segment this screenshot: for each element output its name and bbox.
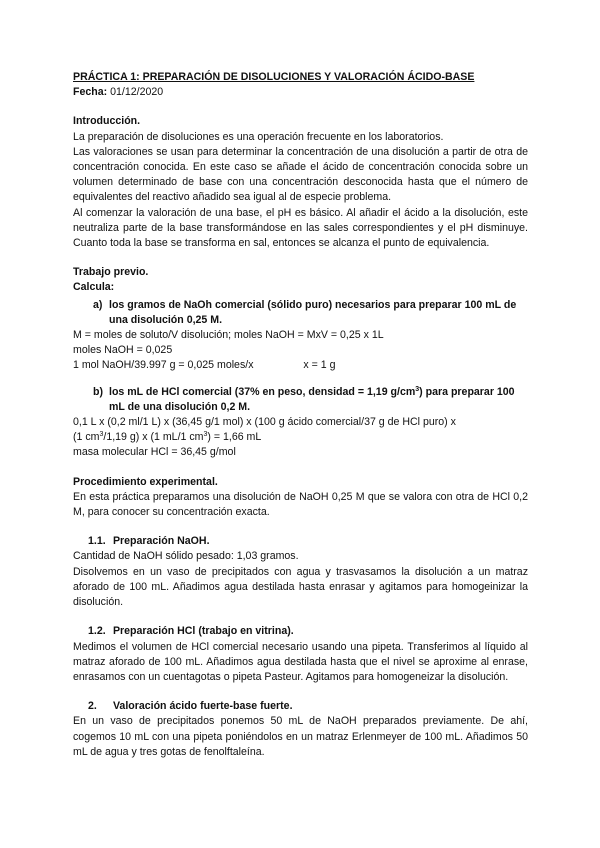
section-2-paragraph: En un vaso de precipitados ponemos 50 mL de NaOH preparados previamente. De ahí, cogemos 10 mL con una pipeta poniéndolos en un matraz Erlenmeyer de 100 mL. Añadimos 50 mL de agua y tres gotas de fenolftaleína.: [73, 715, 528, 758]
calcula-label: Calcula:: [73, 281, 115, 294]
date-value: 01/12/2020: [110, 86, 164, 99]
section-1-2-title: Preparación HCl (trabajo en vitrina).: [112, 625, 294, 638]
item-b: [73, 385, 528, 415]
section-1-2-number: 1.2.: [88, 625, 106, 638]
section-2-title: Valoración ácido fuerte-base fuerte.: [112, 700, 293, 713]
procedimiento-intro: En esta práctica preparamos una disolución de NaOH 0,25 M que se valora con otra de HCl 0,2 M, para conocer su concentración exacta.: [73, 490, 528, 519]
section-1-1-number: 1.1.: [88, 535, 106, 548]
calc-a-line-3-result: x = 1 g: [303, 359, 336, 372]
section-1-1-paragraph: Disolvemos en un vaso de precipitados con agua y trasvasamos la disolución a un matraz aforado de 100 mL. Añadimos agua destilada hasta enrasar y agitamos para homogeinizar la disolución.: [73, 565, 528, 609]
intro-heading: Introducción.: [73, 115, 141, 128]
calc-b-line-3: masa molecular HCl = 36,45 g/mol: [73, 446, 236, 459]
calc-b-line-1: 0,1 L x (0,2 ml/1 L) x (36,45 g/1 mol) x (100 g ácido comercial/37 g de HCl puro) x: [73, 416, 456, 429]
section-1-2-paragraph: Medimos el volumen de HCl comercial necesario usando una pipeta. Transferimos al líquido al matraz aforado de 100 mL. Añadimos agua destilada hasta que el nivel se aproxime al enrase, enrasamos con un cuentagotas o pipeta Pasteur. Agitamos para homogeneizar la disolución.: [73, 640, 528, 683]
calc-a-line-3-eq: 1 mol NaOH/39.997 g = 0,025 moles/x: [73, 359, 254, 372]
calc-b-line-2: (1 $cm^3/1,19$ g) x (1 mL/1 $cm^3) = 1,66$ mL: [73, 431, 262, 444]
section-1-1-line: Cantidad de NaOH sólido pesado: 1,03 gramos.: [73, 550, 299, 563]
item-a-label: a): [93, 298, 103, 311]
date-label: Fecha:: [73, 86, 108, 99]
item-b-text: los mL de HCl comercial (37% en peso, densidad = 1,19 $g/cm^3$) para preparar 100 mL de una disolución 0,2 M.: [109, 385, 515, 413]
section-2-number: 2.: [88, 700, 97, 713]
section-1-1-heading: [73, 534, 528, 549]
intro-paragraph-2: Las valoraciones se usan para determinar la concentración de una disolución a partir de otra de concentración conocida. En este caso se añade el ácido de concentración conocida sobre un volumen determinado de base con una concentración desconocida hasta que el número de equivalentes del reactivo añadido sea igual al de especie problema.: [73, 145, 528, 204]
intro-paragraph-1: La preparación de disoluciones es una operación frecuente en los laboratorios.: [73, 130, 444, 143]
procedimiento-heading: Procedimiento experimental.: [73, 475, 218, 488]
date-line: [73, 85, 528, 100]
calc-a-line-2: moles NaOH = 0,025: [73, 344, 173, 357]
item-a: [73, 298, 528, 328]
document-content: [73, 70, 528, 760]
item-b-label: b): [93, 385, 103, 398]
section-1-1-title: Preparación NaOH.: [112, 535, 210, 548]
previo-heading: Trabajo previo.: [73, 266, 149, 279]
item-a-text: los gramos de NaOh comercial (sólido puro) necesarios para preparar 100 mL de una disolución 0,25 M.: [109, 298, 517, 326]
section-1-2-heading: [73, 624, 528, 639]
calc-a-line-1: M = moles de soluto/V disolución; moles NaOH = MxV = 0,25 x 1L: [73, 329, 384, 342]
intro-paragraph-3: Al comenzar la valoración de una base, el pH es básico. Al añadir el ácido a la disolución, este neutraliza parte de la base transformándose en las sales correspondientes y el pH disminuye. Cuanto toda la base se transforma en sal, entonces se alcanza el punto de equivalencia.: [73, 206, 528, 250]
calc-a-line-3: [73, 358, 528, 373]
document-title: PRÁCTICA 1: PREPARACIÓN DE DISOLUCIONES Y VALORACIÓN ÁCIDO-BASE: [73, 71, 475, 83]
section-2-heading: [73, 699, 528, 714]
